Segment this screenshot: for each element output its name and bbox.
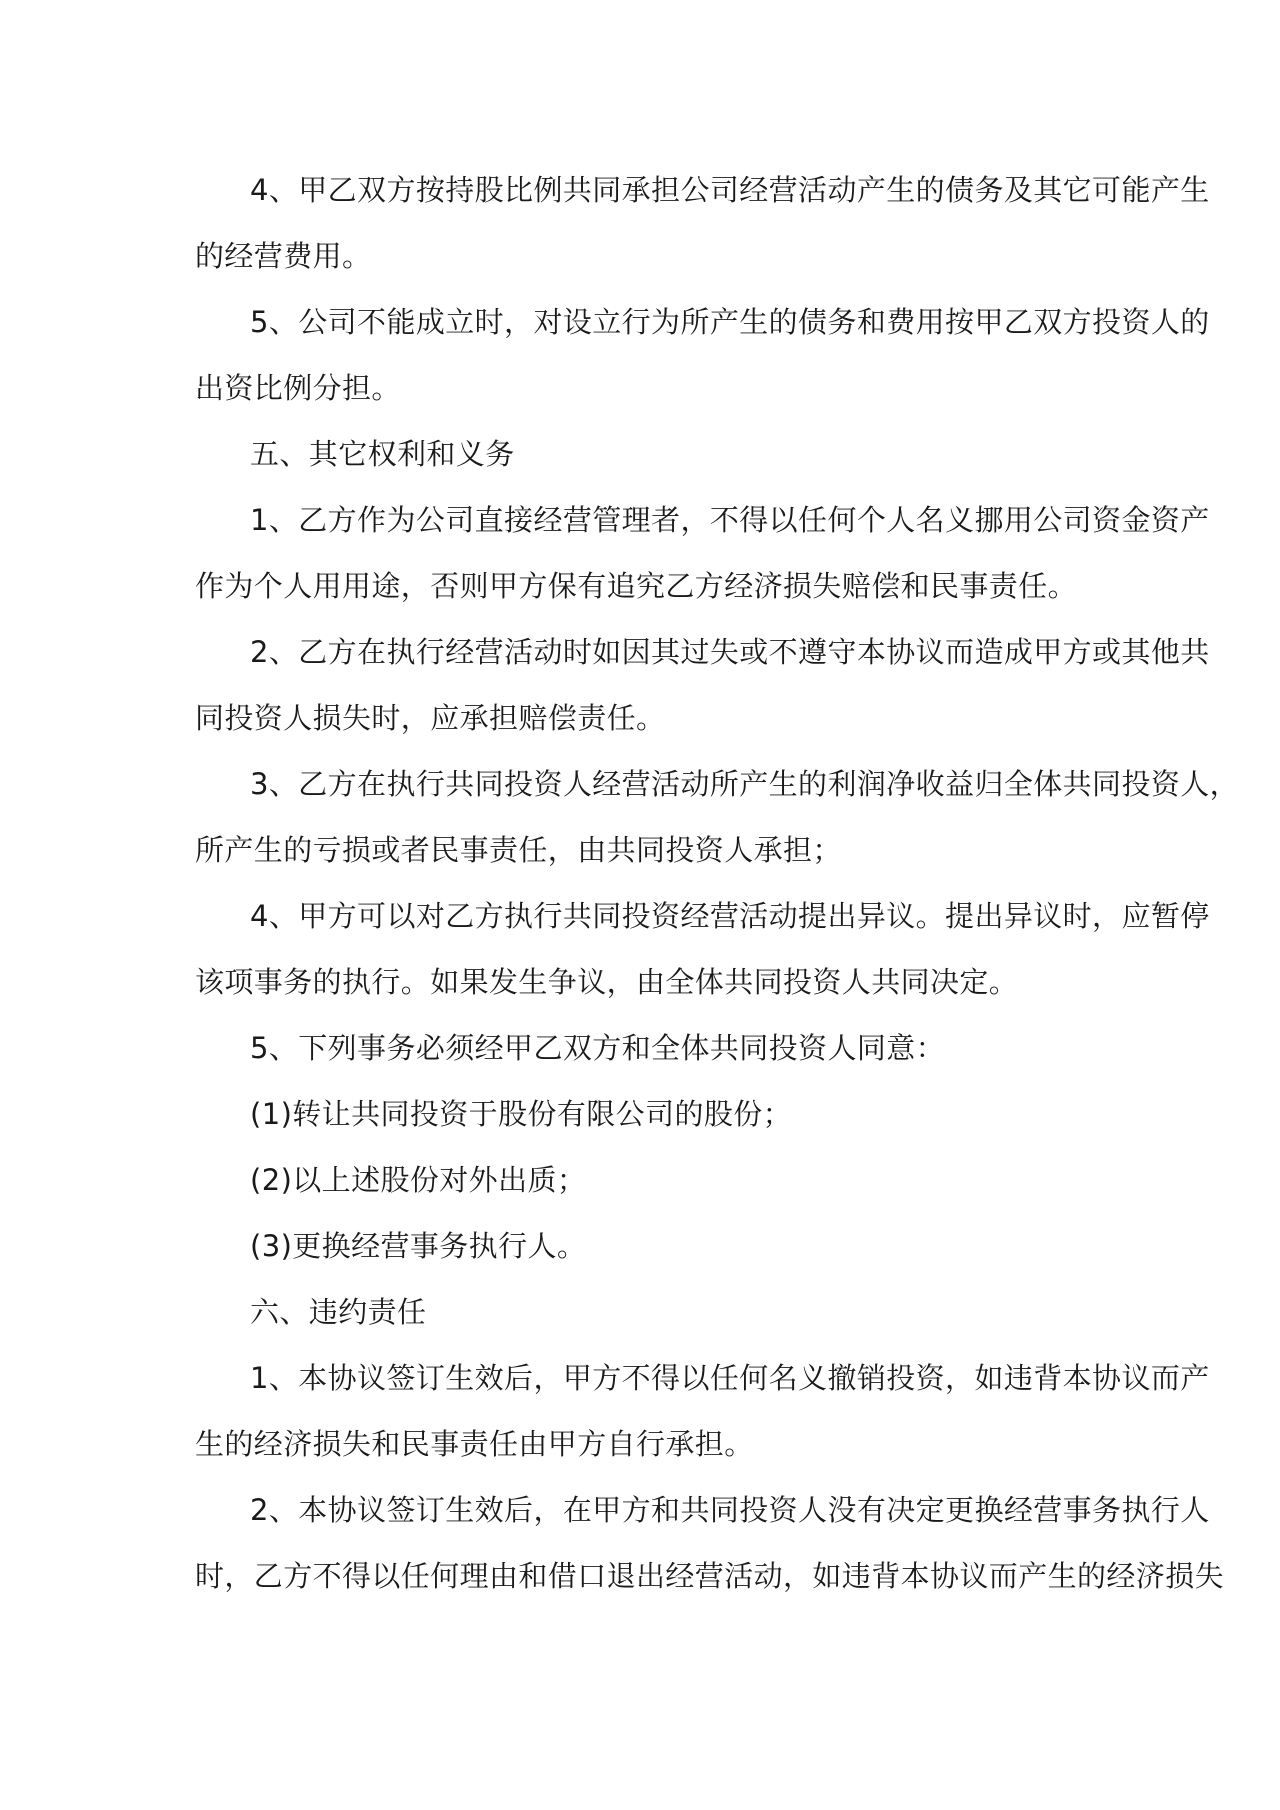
text-line: 4、甲乙双方按持股比例共同承担公司经营活动产生的债务及其它可能产生 [250,173,1210,207]
list-item: (3)更换经营事务执行人。 [250,1229,587,1263]
text-line: 1、本协议签订生效后，甲方不得以任何名义撤销投资，如违背本协议而产 [250,1361,1210,1395]
section-heading: 五、其它权利和义务 [250,437,515,471]
text-line: 同投资人损失时，应承担赔偿责任。 [195,701,666,735]
list-item: (2)以上述股份对外出质； [250,1163,587,1197]
text-line: 3、乙方在执行共同投资人经营活动所产生的利润净收益归全体共同投资人， [250,767,1240,801]
text-line: 1、乙方作为公司直接经营管理者，不得以任何个人名义挪用公司资金资产 [250,503,1210,537]
text-line: 所产生的亏损或者民事责任，由共同投资人承担； [195,833,842,867]
text-line: 作为个人用用途，否则甲方保有追究乙方经济损失赔偿和民事责任。 [195,569,1078,603]
text-line: 5、下列事务必须经甲乙双方和全体共同投资人同意： [250,1031,946,1065]
text-line: 的经营费用。 [195,239,372,273]
text-line: 生的经济损失和民事责任由甲方自行承担。 [195,1427,754,1461]
text-line: 出资比例分担。 [195,371,401,405]
text-line: 2、本协议签订生效后，在甲方和共同投资人没有决定更换经营事务执行人 [250,1493,1210,1527]
text-line: 2、乙方在执行经营活动时如因其过失或不遵守本协议而造成甲方或其他共 [250,635,1210,669]
section-heading: 六、违约责任 [250,1295,427,1329]
text-line: 5、公司不能成立时，对设立行为所产生的债务和费用按甲乙双方投资人的 [250,305,1210,339]
text-line: 时，乙方不得以任何理由和借口退出经营活动，如违背本协议而产生的经济损失 [195,1559,1225,1593]
list-item: (1)转让共同投资于股份有限公司的股份； [250,1097,793,1131]
text-line: 该项事务的执行。如果发生争议，由全体共同投资人共同决定。 [195,965,1019,999]
text-line: 4、甲方可以对乙方执行共同投资经营活动提出异议。提出异议时，应暂停 [250,899,1210,933]
